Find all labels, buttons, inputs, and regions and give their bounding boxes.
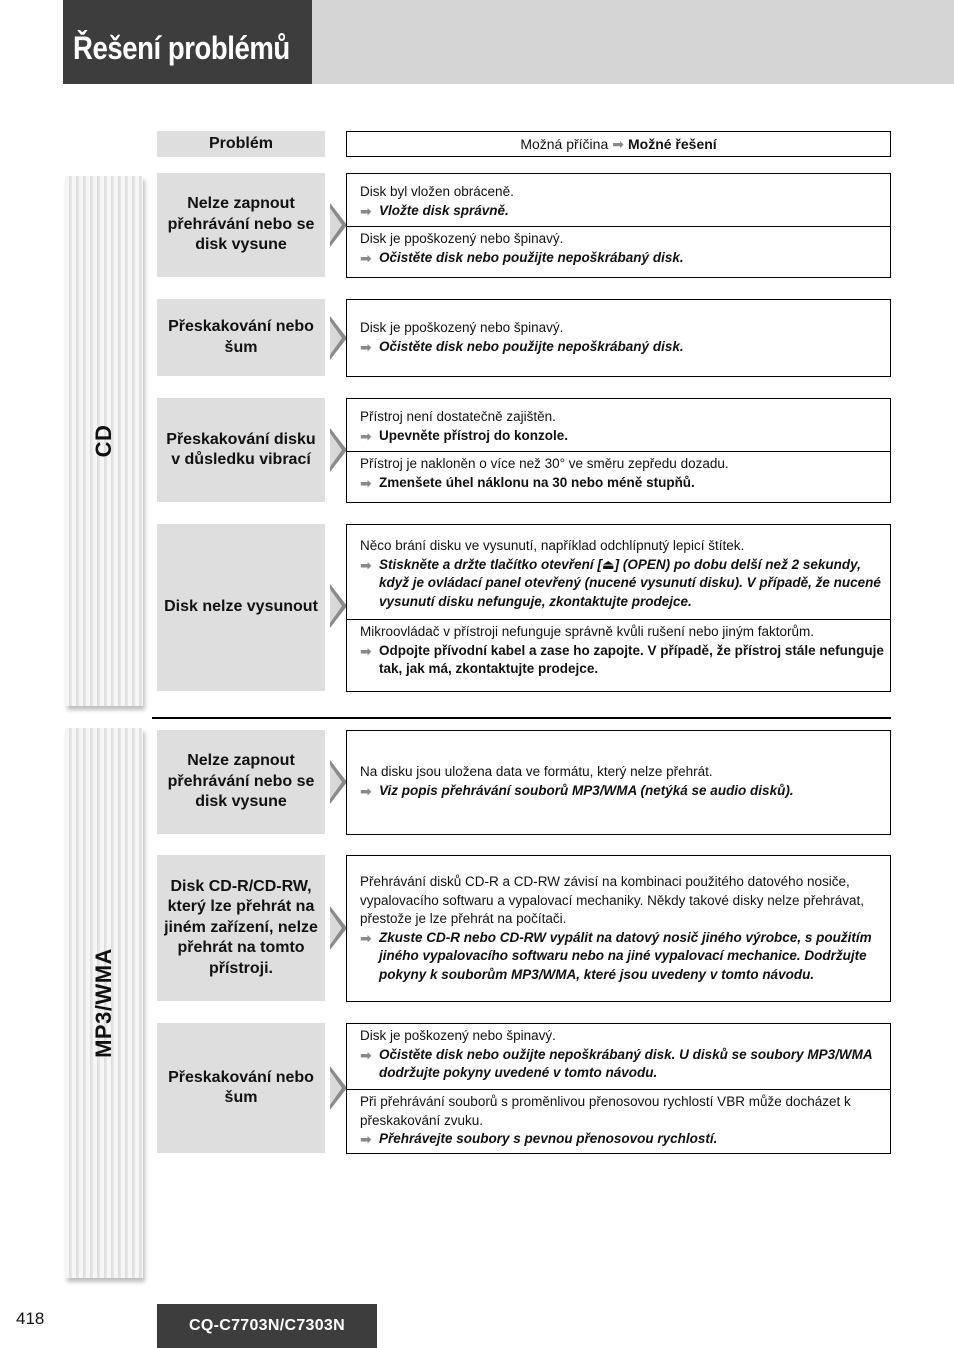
cause-text: Při přehrávání souborů s proměnlivou přenosovou rychlostí VBR může docházet k přeskakování zvuku. (360, 1094, 851, 1128)
section-label-mp3wma: MP3/WMA (91, 948, 116, 1058)
cause-text: Disk je ppoškozený nebo špinavý. (360, 231, 564, 246)
right-arrow-icon: ➡ (360, 642, 372, 659)
problem-box (157, 524, 325, 691)
problem-box (157, 173, 325, 277)
cause-text: Přehrávání disků CD-R a CD-RW závisí na kombinaci použitého datového nosiče, vypalovacího softwaru a vypalovací mechaniky. Někdy takové disky nelze přehrávat, přestože je lze přehrát na počítači. (360, 874, 864, 926)
solution-box (346, 398, 891, 503)
right-arrow-icon: ➡ (360, 1046, 372, 1063)
section-tab-mp3wma (65, 728, 143, 1278)
title-bar-extension (312, 0, 954, 84)
fix-text: ➡ Očistěte disk nebo použijte nepoškrábaný disk. (360, 249, 684, 266)
problem-text: Přeskakování nebo šum (168, 318, 314, 356)
arrow-icon (330, 584, 347, 628)
right-arrow-icon: ➡ (360, 929, 372, 946)
problem-box (157, 730, 325, 834)
problem-box (157, 398, 325, 502)
problem-text: Nelze zapnout přehrávání nebo se disk vysune (167, 195, 315, 254)
solution-item (347, 183, 890, 220)
problem-text: Nelze zapnout přehrávání nebo se disk vysune (167, 752, 315, 811)
solution-item (347, 451, 890, 492)
solution-box (346, 524, 891, 692)
fix-text: ➡ Odpojte přívodní kabel a zase ho zapojte. V případě, že přístroj stále nefunguje tak, jak má, zkontaktujte prodejce. (360, 642, 884, 676)
fix-text: ➡ Očistěte disk nebo oužijte nepoškrábaný disk. U disků se soubory MP3/WMA dodržujte pokyny uvedené v tomto návodu. (360, 1046, 873, 1080)
section-tab-cd (65, 176, 143, 706)
arrow-icon (330, 428, 347, 472)
solution-item (347, 408, 890, 445)
right-arrow-icon: ➡ (360, 1131, 372, 1147)
fix-text: ➡ Zkuste CD-R nebo CD-RW vypálit na datový nosič jiného výrobce, s použitím jiného vypalovacího softwaru nebo na jiné vypalovací mechanice. Dodržujte pokyny k souborům MP3/WMA, které jsou uvedeny v tomto návodu. (360, 929, 872, 982)
fix-text: ➡ Viz popis přehrávání souborů MP3/WMA (netýká se audio disků). (360, 782, 794, 799)
cause-text: Přístroj není dostatečně zajištěn. (360, 409, 556, 424)
cause-text: Disk byl vložen obráceně. (360, 184, 514, 199)
arrow-icon (330, 1066, 347, 1110)
right-arrow-icon: ➡ (360, 202, 372, 219)
arrow-icon (330, 906, 347, 950)
right-arrow-icon: ➡ (360, 338, 372, 355)
problem-box (157, 1023, 325, 1153)
right-arrow-icon: ➡ (360, 782, 372, 799)
solution-box (346, 1023, 891, 1154)
section-label-cd: CD (91, 424, 116, 458)
solution-item (347, 873, 890, 984)
cause-text: Disk je poškozený nebo špinavý. (360, 1028, 556, 1043)
section-divider (152, 717, 891, 719)
solution-item (347, 1027, 890, 1083)
right-arrow-icon: ➡ (360, 427, 372, 444)
problem-column-header: Problém (157, 131, 325, 157)
problem-text: Přeskakování disku v důsledku vibrací (166, 430, 316, 468)
cause-text: Něco brání disku ve vysunutí, například odchlípnutý lepicí štítek. (360, 538, 745, 553)
solution-box (346, 730, 891, 835)
fix-text: ➡ Přehrávejte soubory s pevnou přenosovou rychlostí. (360, 1131, 718, 1147)
problem-box (157, 299, 325, 376)
fix-text: ➡ Zmenšete úhel náklonu na 30 nebo méně stupňů. (360, 474, 695, 491)
solution-header-label: Možné řešení (627, 136, 717, 152)
fix-text: ➡ Upevněte přístroj do konzole. (360, 427, 569, 444)
solution-column-header (346, 131, 891, 157)
right-arrow-icon: ➡ (360, 556, 372, 573)
solution-box (346, 855, 891, 1002)
fix-text: ➡ Vložte disk správně. (360, 202, 509, 219)
solution-item (347, 1089, 890, 1149)
arrow-icon (330, 203, 347, 247)
right-arrow-icon: ➡ (360, 474, 372, 491)
solution-box (346, 299, 891, 377)
solution-box (346, 173, 891, 278)
solution-item (347, 763, 890, 800)
solution-item (347, 537, 890, 611)
problem-text: Disk CD-R/CD-RW, který lze přehrát na jiném zařízení, nelze přehrát na tomto přístroji. (164, 877, 318, 977)
cause-text: Na disku jsou uložena data ve formátu, který nelze přehrát. (360, 764, 713, 779)
right-arrow-icon: ➡ (612, 135, 624, 152)
problem-text: Přeskakování nebo šum (168, 1068, 314, 1106)
cause-text: Přístroj je nakloněn o více než 30° ve směru zepředu dozadu. (360, 456, 729, 471)
fix-text: ➡ Očistěte disk nebo použijte nepoškrábaný disk. (360, 338, 684, 355)
solution-item (347, 319, 890, 356)
arrow-icon (330, 316, 347, 360)
cause-header-label: Možná příčina (520, 136, 609, 152)
solution-item (347, 226, 890, 267)
page-title: Řešení problémů (73, 30, 290, 66)
title-bar (63, 0, 312, 84)
problem-box (157, 855, 325, 1001)
cause-text: Mikroovládač v přístroji nefunguje správně kvůli rušení nebo jiným faktorům. (360, 624, 814, 639)
model-label: CQ-C7703N/C7303N (157, 1304, 377, 1348)
arrow-icon (330, 760, 347, 804)
fix-text: ➡ Stiskněte a držte tlačítko otevření [⏏] (OPEN) po dobu delší než 2 sekundy, když je ovládací panel otevřený (nucené vysunutí disku). V případě, že nucené vysunutí disku nefunguje, zkontaktujte prodejce. (360, 556, 881, 609)
page-number: 418 (16, 1309, 45, 1328)
problem-text: Disk nelze vysunout (164, 598, 318, 616)
cause-text: Disk je ppoškozený nebo špinavý. (360, 320, 564, 335)
right-arrow-icon: ➡ (360, 249, 372, 266)
solution-item (347, 619, 890, 679)
